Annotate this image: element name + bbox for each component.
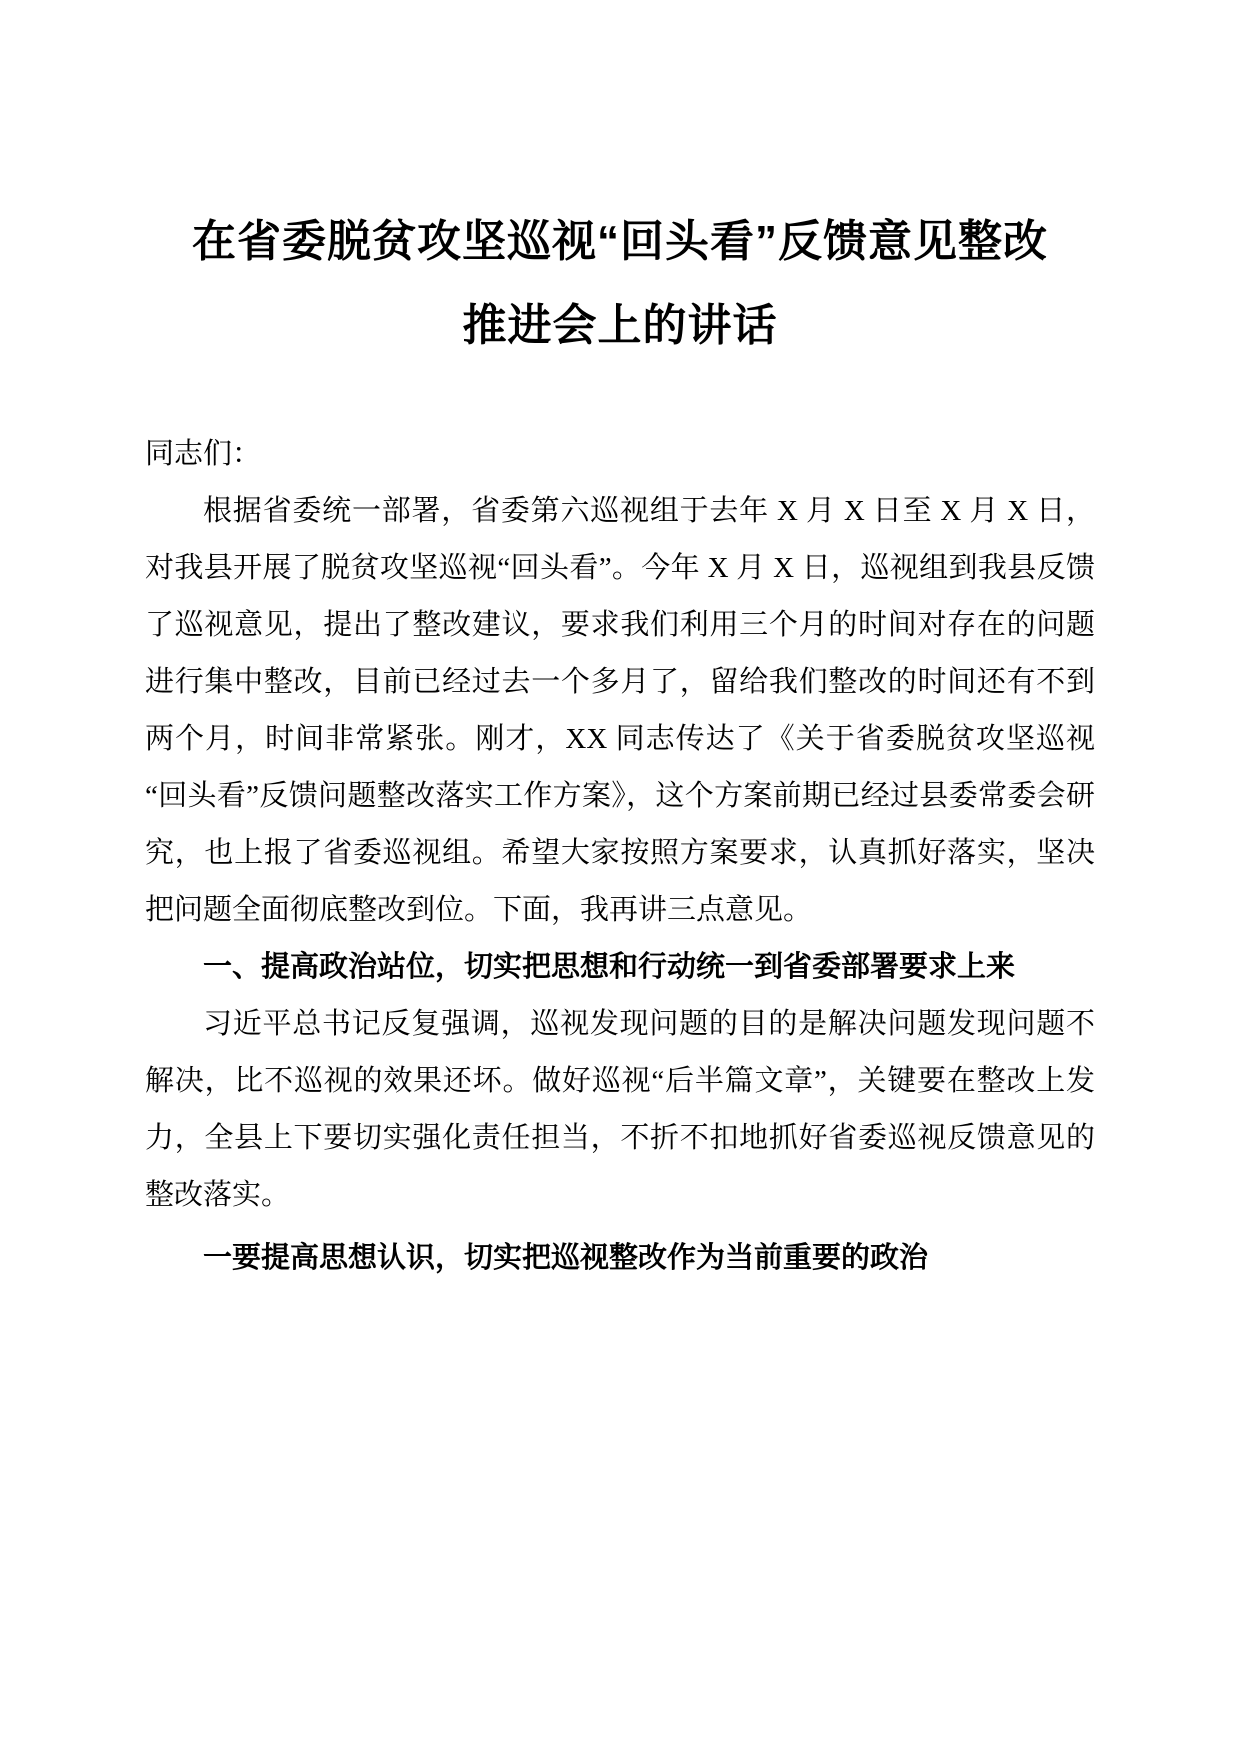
paragraph-section-one: 习近平总书记反复强调，巡视发现问题的目的是解决问题发现问题不解决，比不巡视的效果还坏。做好巡视“后半篇文章”，关键要在整改上发力，全县上下要切实强化责任担当，不折不扣地抓好省委巡视反馈意见的整改落实。	[145, 1008, 1095, 1211]
paragraph-bold-lead: 一要提高思想认识，切实把巡视整改作为当前重要的政治	[203, 1242, 929, 1274]
paragraph-intro: 根据省委统一部署，省委第六巡视组于去年 X 月 X 日至 X 月 X 日，对我县开展了脱贫攻坚巡视“回头看”。今年 X 月 X 日，巡视组到我县反馈了巡视意见，提出了整改建议，要求我们利用三个月的时间对存在的问题进行集中整改，目前已经过去一个多月了，留给我们整改的时间还有不到两个月，时间非常紧张。刚才，XX 同志传达了《关于省委脱贫攻坚巡视“回头看”反馈问题整改落实工作方案》，这个方案前期已经过县委常委会研究，也上报了省委巡视组。希望大家按照方案要求，认真抓好落实，坚决把问题全面彻底整改到位。下面，我再讲三点意见。	[145, 495, 1095, 926]
document-title-line-1: 在省委脱贫攻坚巡视“回头看”反馈意见整改	[192, 217, 1048, 266]
document-title	[145, 200, 1095, 368]
section-heading-one: 一、提高政治站位，切实把思想和行动统一到省委部署要求上来	[203, 951, 1016, 983]
salutation: 同志们：	[145, 438, 262, 470]
document-title-line-2: 推进会上的讲话	[462, 301, 778, 350]
